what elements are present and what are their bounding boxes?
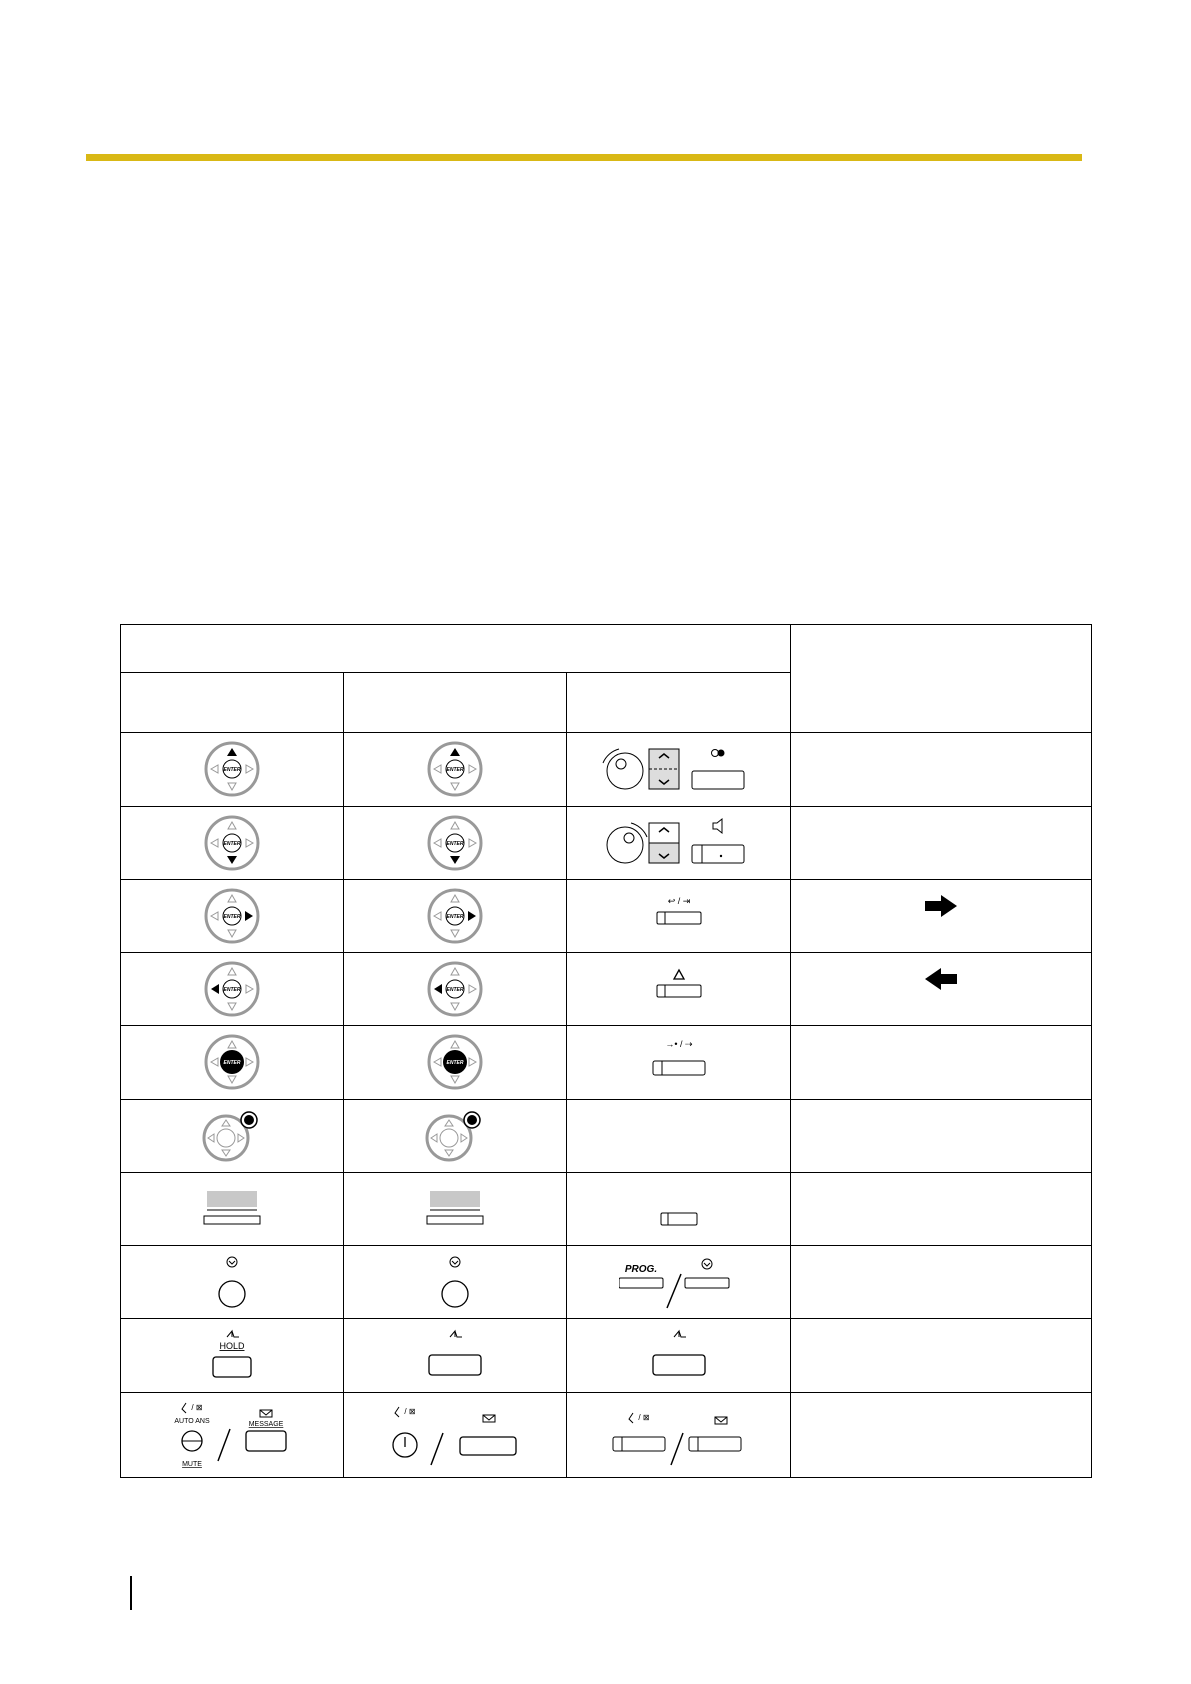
- enter-label: ENTER: [223, 767, 241, 774]
- page-margin-bar: [130, 1576, 132, 1610]
- enter-label: ENTER: [446, 767, 464, 774]
- enter-label: ENTER: [223, 840, 241, 847]
- navigator-right-icon: [425, 886, 485, 946]
- navigator-enter-icon: [202, 1032, 262, 1092]
- left-arrow-icon: [923, 967, 959, 991]
- prog-key-icon: [619, 1252, 739, 1312]
- cell-up-2: [344, 733, 567, 806]
- navigator-enter-icon: [425, 1032, 485, 1092]
- cell-down-description: [791, 806, 1092, 879]
- cell-cancel-1: [121, 1099, 344, 1172]
- navigator-up-icon: [425, 739, 485, 799]
- cell-left-2: [344, 953, 567, 1026]
- button-comparison-table: [120, 624, 1092, 1478]
- cell-soft-3: [567, 1172, 791, 1245]
- soft-button-icon: [425, 1189, 485, 1229]
- cell-enter-3: [567, 1026, 791, 1099]
- header-rule: [86, 154, 1082, 161]
- cell-hold-description: [791, 1319, 1092, 1392]
- cell-right-2: [344, 879, 567, 952]
- program-button-icon: [435, 1252, 475, 1312]
- navigator-left-icon: [202, 959, 262, 1019]
- transfer-key-icon: [639, 1037, 719, 1087]
- cell-down-3: [567, 806, 791, 879]
- cell-hold-2: [344, 1319, 567, 1392]
- navigator-left-icon: [425, 959, 485, 1019]
- header-telephone-types: [121, 625, 791, 673]
- cell-program-description: [791, 1246, 1092, 1319]
- program-button-icon: [212, 1252, 252, 1312]
- header-description: [791, 625, 1092, 733]
- svg-text:/ ⊠: / ⊠: [637, 1412, 650, 1422]
- cell-program-3: [567, 1246, 791, 1319]
- cell-cancel-2: [344, 1099, 567, 1172]
- cell-hold-1: [121, 1319, 344, 1392]
- svg-text:/ ⊠: / ⊠: [191, 1402, 203, 1412]
- mute-label: MUTE: [182, 1460, 202, 1468]
- auto-ans-message-icon: [172, 1399, 292, 1471]
- header-type-2: [344, 673, 567, 733]
- prog-label: PROG.: [624, 1264, 657, 1276]
- cell-right-3: [567, 879, 791, 952]
- cell-down-2: [344, 806, 567, 879]
- auto-ans-label: AUTO ANS: [174, 1417, 210, 1425]
- svg-text:→• / ⇢: →• / ⇢: [664, 1039, 693, 1050]
- cell-hold-3: [567, 1319, 791, 1392]
- jog-dial-up-icon: [589, 741, 769, 797]
- enter-label: ENTER: [446, 840, 464, 847]
- header-type-3: [567, 673, 791, 733]
- cell-up-description: [791, 733, 1092, 806]
- cell-down-1: [121, 806, 344, 879]
- svg-text:/ ⊠: / ⊠: [404, 1406, 416, 1416]
- enter-label: ENTER: [446, 1060, 464, 1067]
- hold-key-icon: [649, 1325, 709, 1385]
- cell-message-description: [791, 1392, 1092, 1477]
- cell-message-3: [567, 1392, 791, 1477]
- cancel-navigator-icon: [200, 1108, 264, 1164]
- cell-soft-1: [121, 1172, 344, 1245]
- cell-program-2: [344, 1246, 567, 1319]
- navigator-down-icon: [425, 813, 485, 873]
- mute-message-key-icon: [609, 1399, 749, 1471]
- cell-cancel-description: [791, 1099, 1092, 1172]
- cell-up-3: [567, 733, 791, 806]
- flexible-key-icon: [654, 1189, 704, 1229]
- header-type-1: [121, 673, 344, 733]
- cell-right-1: [121, 879, 344, 952]
- cell-message-2: [344, 1392, 567, 1477]
- hold-key-icon: [425, 1325, 485, 1385]
- cell-soft-description: [791, 1172, 1092, 1245]
- jog-dial-down-icon: [589, 815, 769, 871]
- cell-cancel-3: [567, 1099, 791, 1172]
- enter-label: ENTER: [223, 1060, 241, 1067]
- soft-button-icon: [202, 1189, 262, 1229]
- cell-program-1: [121, 1246, 344, 1319]
- cell-up-1: [121, 733, 344, 806]
- hold-button-icon: [207, 1325, 257, 1385]
- cell-enter-2: [344, 1026, 567, 1099]
- navigator-down-icon: [202, 813, 262, 873]
- navigator-right-icon: [202, 886, 262, 946]
- cell-enter-1: [121, 1026, 344, 1099]
- cancel-navigator-icon: [423, 1108, 487, 1164]
- cell-left-1: [121, 953, 344, 1026]
- message-label: MESSAGE: [248, 1420, 284, 1428]
- cell-soft-2: [344, 1172, 567, 1245]
- cell-message-1: [121, 1392, 344, 1477]
- navigator-up-icon: [202, 739, 262, 799]
- enter-label: ENTER: [223, 987, 241, 994]
- hold-label: HOLD: [219, 1341, 245, 1352]
- enter-label: ENTER: [446, 987, 464, 994]
- redial-key-icon: [639, 894, 719, 938]
- enter-label: ENTER: [223, 913, 241, 920]
- right-arrow-icon: [923, 894, 959, 918]
- intercom-key-icon: [639, 967, 719, 1011]
- enter-label: ENTER: [446, 913, 464, 920]
- cell-left-3: [567, 953, 791, 1026]
- cell-left-description: [791, 953, 1092, 1026]
- cell-enter-description: [791, 1026, 1092, 1099]
- mute-message-icon: [385, 1399, 525, 1471]
- cell-right-description: [791, 879, 1092, 952]
- svg-text:↩ / ⇥: ↩ / ⇥: [667, 895, 690, 906]
